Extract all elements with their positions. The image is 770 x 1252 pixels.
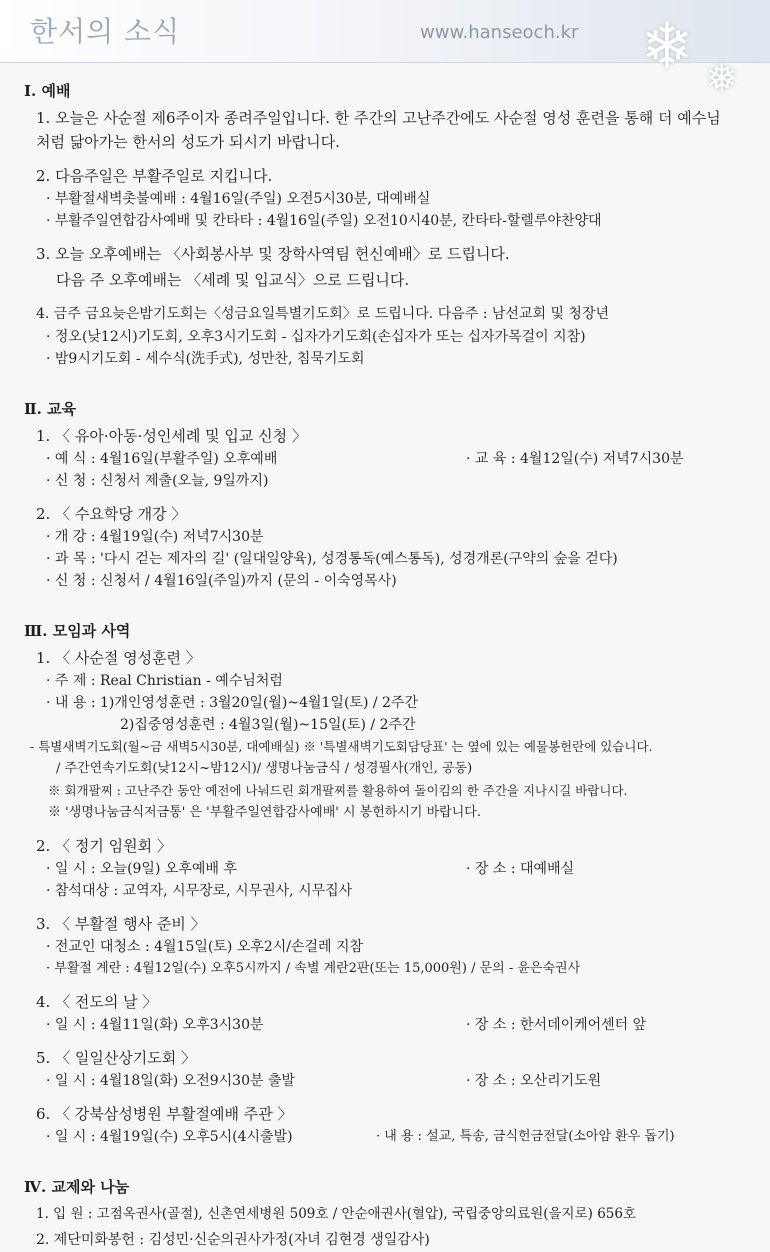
ministry-item-2-line: · 일 시 : 오늘(9일) 오후예배 후: [46, 861, 237, 877]
ministry-item-3-line: · 전교인 대청소 : 4월15일(토) 오후2시/손걸레 지참: [46, 939, 364, 955]
ministry-item-5-row: [46, 1070, 770, 1092]
education-item-1-title: 1. 〈 유아·아동·성인세례 및 입교 신청 〉: [36, 427, 307, 445]
education-item-2-line: · 개 강 : 4월19일(수) 저녁7시30분: [46, 529, 264, 545]
ministry-item-4-line: · 일 시 : 4월11일(화) 오후3시30분: [46, 1017, 264, 1033]
worship-item-1: 1. 오늘은 사순절 제6주이자 종려주일입니다. 한 주간의 고난주간에도 사순절 영성 훈련을 통해 더 예수님처럼 닮아가는 한서의 성도가 되시기 바랍니다.: [36, 109, 721, 151]
ministry-item-1-title: 1. 〈 사순절 영성훈련 〉: [36, 649, 201, 667]
ministry-item-5-title: 5. 〈 일일산상기도회 〉: [36, 1049, 197, 1067]
logo-accent: 한: [30, 15, 59, 48]
ministry-item-4-line-right: · 장 소 : 한서데이케어센터 앞: [466, 1017, 647, 1033]
section-title-worship: Ⅰ. 예배: [24, 82, 71, 100]
snowflake-icon: ❄: [640, 10, 694, 84]
ministry-item-6-line: · 일 시 : 4월19일(수) 오후5시(4시출발): [46, 1129, 293, 1145]
ministry-item-3-title: 3. 〈 부활절 행사 준비 〉: [36, 915, 206, 933]
worship-item-4-title: 4. 금주 금요늦은밤기도회는〈성금요일특별기도회〉로 드립니다. 다음주 : 남선교회 및 청장년: [36, 306, 609, 322]
ministry-item-6-line-right: · 내 용 : 설교, 특송, 금식헌금전달(소아암 환우 돕기): [376, 1129, 675, 1144]
ministry-item-2-line-right: · 장 소 : 대예배실: [466, 861, 575, 877]
ministry-item-1-line: ※ 회개팔찌 : 고난주간 동안 예전에 나눠드린 회개팔찌를 활용하여 돌이킴의 한 주간을 지나시길 바랍니다.: [48, 783, 628, 798]
snowflake-icon: ❅: [705, 56, 739, 102]
ministry-item-1-line: · 주 제 : Real Christian - 예수님처럼: [46, 673, 283, 689]
website-url[interactable]: www.hanseoch.kr: [420, 22, 579, 43]
section-title-fellowship: Ⅳ. 교제와 나눔: [24, 1178, 130, 1196]
education-item-1-line: · 예 식 : 4월16일(부활주일) 오후예배: [46, 451, 278, 467]
ministry-item-2-line: · 참석대상 : 교역자, 시무장로, 시무권사, 시무집사: [46, 883, 353, 899]
ministry-item-2-row: [46, 858, 770, 880]
worship-item-2-line: · 부활주일연합감사예배 및 칸타타 : 4월16일(주일) 오전10시40분, 칸타타-할렐루야찬양대: [46, 213, 602, 229]
section-title-ministry: Ⅲ. 모임과 사역: [24, 622, 131, 640]
ministry-item-6-row: [46, 1126, 770, 1148]
section-title-education: Ⅱ. 교육: [24, 400, 77, 418]
ministry-item-1-line: 2)집중영성훈련 : 4월3일(월)~15일(토) / 2주간: [120, 717, 416, 733]
fellowship-item-2: 2. 제단미화봉헌 : 김성민·신순의권사가정(자녀 김현경 생일감사): [36, 1232, 430, 1248]
education-item-1-line: · 신 청 : 신청서 제출(오늘, 9일까지): [46, 473, 269, 489]
ministry-item-6-title: 6. 〈 강북삼성병원 부활절예배 주관 〉: [36, 1105, 293, 1123]
education-item-2-title: 2. 〈 수요학당 개강 〉: [36, 505, 187, 523]
newsletter-logo: [30, 10, 180, 50]
ministry-item-4-row: [46, 1014, 770, 1036]
logo-text: 서의 소식: [58, 15, 181, 48]
fellowship-item-1: 1. 입 원 : 고점옥권사(골절), 신촌연세병원 509호 / 안순애권사(혈압), 국립중앙의료원(을지로) 656호: [36, 1206, 637, 1222]
ministry-item-5-line: · 일 시 : 4월18일(화) 오전9시30분 출발: [46, 1073, 295, 1089]
ministry-item-1-line: - 특별새벽기도회(월~금 새벽5시30분, 대예배실) ※ '특별새벽기도회담당표' 는 옆에 있는 예물봉헌란에 있습니다.: [30, 739, 653, 754]
education-item-2-line: · 과 목 : '다시 걷는 제자의 길' (일대일양육), 성경통독(예스통독), 성경개론(구약의 숲을 걷다): [46, 551, 618, 567]
education-item-1-line-right: · 교 육 : 4월12일(수) 저녁7시30분: [466, 451, 684, 467]
worship-item-4-line: · 밤9시기도회 - 세수식(洗手式), 성만찬, 침묵기도회: [46, 351, 365, 367]
worship-item-3-line: 다음 주 오후예배는 〈세례 및 입교식〉으로 드립니다.: [56, 271, 410, 289]
education-item-1-row: [46, 448, 770, 470]
ministry-item-2-title: 2. 〈 정기 임원회 〉: [36, 837, 172, 855]
education-item-2-line: · 신 청 : 신청서 / 4월16일(주일)까지 (문의 - 이숙영목사): [46, 573, 397, 589]
ministry-item-1-line: · 내 용 : 1)개인영성훈련 : 3월20일(월)~4월1일(토) / 2주간: [46, 695, 418, 711]
ministry-item-1-line: / 주간연속기도회(낮12시~밤12시)/ 생명나눔금식 / 성경필사(개인, 공동): [56, 761, 473, 776]
ministry-item-1-line: ※ '생명나눔금식저금통' 은 '부활주일연합감사예배' 시 봉헌하시기 바랍니다.: [48, 805, 481, 820]
worship-item-2-line: · 부활절새벽촛불예배 : 4월16일(주일) 오전5시30분, 대예배실: [46, 191, 431, 207]
ministry-item-5-line-right: · 장 소 : 오산리기도원: [466, 1073, 602, 1089]
newsletter-content: [0, 70, 770, 1252]
ministry-item-3-line: · 부활절 계란 : 4월12일(수) 오후5시까지 / 속별 계란2판(또는 15,000원) / 문의 - 윤은숙권사: [46, 961, 581, 976]
ministry-item-4-title: 4. 〈 전도의 날 〉: [36, 993, 158, 1011]
worship-item-4-line: · 정오(낮12시)기도회, 오후3시기도회 - 십자가기도회(손십자가 또는 십자가목걸이 지참): [46, 329, 586, 345]
worship-item-3: 3. 오늘 오후예배는 〈사회봉사부 및 장학사역팀 헌신예배〉로 드립니다.: [36, 245, 510, 263]
worship-item-2-title: 2. 다음주일은 부활주일로 지킵니다.: [36, 167, 273, 185]
